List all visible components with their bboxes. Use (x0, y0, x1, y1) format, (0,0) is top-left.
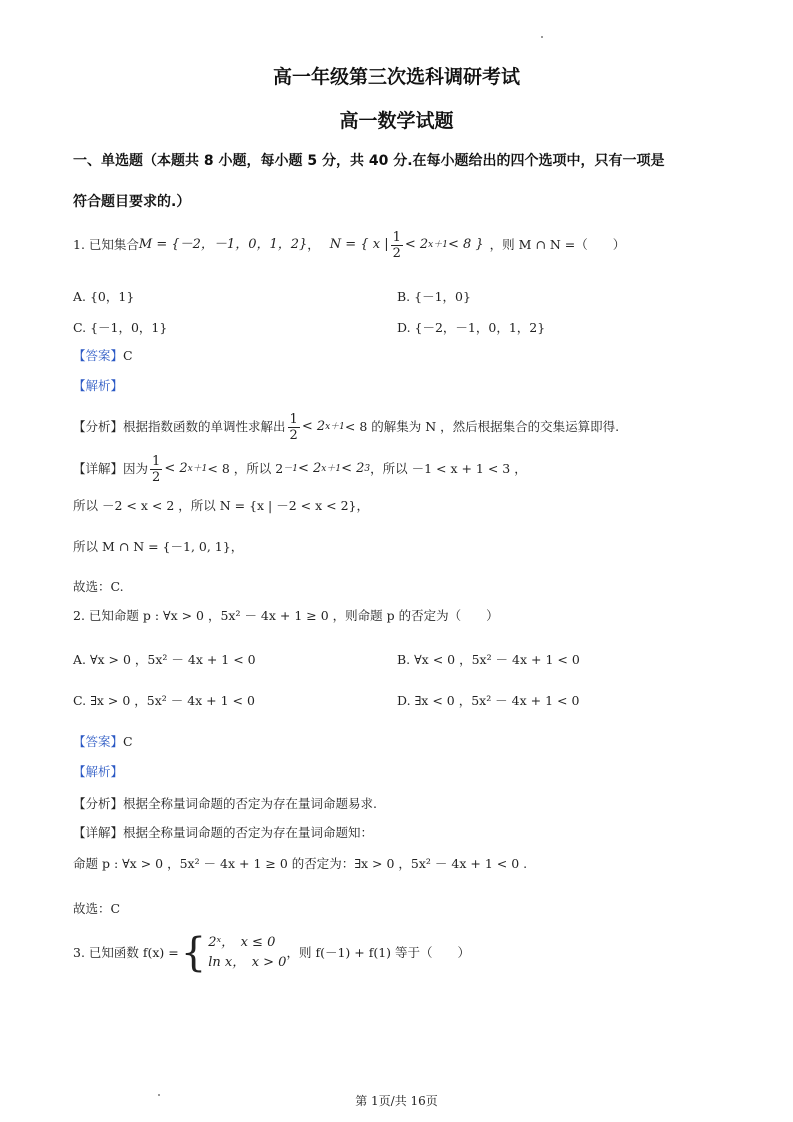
q1-option-c: C. {－1，0，1} (73, 320, 168, 335)
q1-detail-text: 因为 (123, 461, 149, 476)
q2-answer-tag: 【答案】 (73, 734, 124, 749)
q1-frac-den: 2 (392, 245, 401, 261)
q1-detail-fraction (150, 454, 162, 485)
q3-prefix: 3. 已知函数 f(x) = (73, 945, 179, 960)
q1-fenxi-frac-den: 2 (289, 427, 298, 443)
q1-detail (73, 452, 527, 486)
q1-analysis-tag: 【解析】 (73, 378, 124, 393)
q3-case-2: ln x， x > 0 (208, 955, 287, 970)
question-1-stem (73, 227, 625, 263)
section-heading-line1: 一、单选题（本题共 8 小题，每小题 5 分，共 40 分.在每小题给出的四个选项中，只有一项是 (73, 153, 665, 169)
q1-detail-line3: 所以 M ∩ N = {－1, 0, 1}， (73, 539, 244, 554)
q1-answer-value: C (123, 348, 133, 363)
q1-conclusion: 故选：C. (73, 579, 124, 594)
question-2-stem: 2. 已知命题 p : ∀x > 0 ，5x² － 4x + 1 ≥ 0 ，则命题 p 的否定为（ ） (73, 608, 499, 623)
q1-suffix: ，则 M ∩ N =（ ） (489, 237, 626, 252)
exam-title: 高一年级第三次选科调研考试 (272, 66, 520, 88)
section-heading-line2: 符合题目要求的.） (73, 194, 191, 210)
q2-fenxi-text: 根据全称量词命题的否定为存在量词命题易求. (123, 796, 377, 811)
q1-fenxi-end: < 8 的解集为 N ，然后根据集合的交集运算即得. (344, 419, 620, 434)
q1-fenxi-fraction (288, 412, 300, 443)
q1-set-n-end: < 8 } (447, 237, 484, 252)
q1-detail-frac-den: 2 (152, 469, 161, 485)
scan-speck (158, 1094, 160, 1096)
q2-detail-text: 根据全称量词命题的否定为存在量词命题知： (123, 825, 374, 840)
q1-set-m: M = {－2，－1，0，1，2} (138, 237, 308, 252)
q1-detail-line2: 所以 －2 < x < 2 ，所以 N = {x | －2 < x < 2}， (73, 498, 369, 513)
q3-cases (208, 933, 286, 973)
q1-detail-mid: < 2 (297, 461, 322, 476)
exam-subtitle: 高一数学试题 (339, 110, 454, 132)
scan-speck (541, 36, 543, 38)
q1-set-n-left: N = { x | (329, 237, 389, 252)
q1-frac-num: 1 (392, 229, 401, 245)
q2-option-c: C. ∃x > 0 ，5x² － 4x + 1 < 0 (73, 693, 255, 708)
q1-detail-expr1-end: < 8 ，所以 2 (207, 461, 284, 476)
q2-fenxi (73, 795, 377, 813)
q1-detail-exp3: x＋1 (321, 464, 342, 474)
q2-detail (73, 824, 373, 842)
q2-analysis-tag: 【解析】 (73, 764, 124, 779)
q1-detail-expr1: < 2 (164, 461, 188, 476)
q1-answer (73, 347, 133, 365)
q3-suffix: ，则 f(－1) + f(1) 等于（ ） (286, 945, 471, 960)
q1-option-a: A. {0，1} (73, 289, 135, 304)
q2-conclusion: 故选：C (73, 901, 121, 916)
q1-comma: ， (307, 237, 320, 252)
q3-brace: { (180, 930, 207, 976)
q1-detail-tag: 【详解】 (73, 461, 124, 476)
q1-detail-mid2: < 2 (341, 461, 365, 476)
q1-fenxi-tag: 【分析】 (73, 419, 124, 434)
q1-fenxi-expr: < 2 (301, 419, 326, 434)
q2-detail-tag: 【详解】 (73, 825, 124, 840)
page-number: 第 1页/共 16页 (355, 1094, 438, 1108)
q2-fenxi-tag: 【分析】 (73, 796, 124, 811)
q2-option-d: D. ∃x < 0 ，5x² － 4x + 1 < 0 (397, 693, 580, 708)
q1-set-n-right: < 2 (404, 237, 429, 252)
q1-detail-tail: ，所以 －1 < x + 1 < 3 ， (370, 461, 527, 476)
q2-option-a: A. ∀x > 0 ，5x² － 4x + 1 < 0 (73, 652, 256, 667)
q3-case-1: 2ˣ， x ≤ 0 (208, 935, 276, 950)
q2-answer (73, 733, 133, 751)
q1-option-b: B. {－1，0} (397, 289, 471, 304)
q2-option-b: B. ∀x < 0 ，5x² － 4x + 1 < 0 (397, 652, 580, 667)
question-3-stem (73, 930, 470, 976)
q1-detail-exp4: 3 (364, 464, 371, 474)
q1-detail-frac-num: 1 (152, 453, 161, 469)
q1-fenxi (73, 410, 619, 444)
q2-answer-value: C (123, 734, 133, 749)
q1-answer-tag: 【答案】 (73, 348, 124, 363)
q1-fenxi-exp: x＋1 (325, 422, 345, 432)
q1-fraction (391, 230, 403, 261)
q1-detail-exp2: －1 (283, 464, 298, 474)
q1-set-n-exp: x＋1 (428, 240, 448, 250)
q1-prefix: 1. 已知集合 (73, 237, 139, 252)
q1-fenxi-text: 根据指数函数的单调性求解出 (123, 419, 286, 434)
q2-detail-line2: 命题 p : ∀x > 0 ，5x² － 4x + 1 ≥ 0 的否定为：∃x > 0 ，5x² － 4x + 1 < 0 . (73, 856, 528, 871)
q1-detail-exp1: x＋1 (187, 464, 208, 474)
q1-option-d: D. {－2，－1，0，1，2} (397, 320, 546, 335)
q1-fenxi-frac-num: 1 (289, 411, 298, 427)
